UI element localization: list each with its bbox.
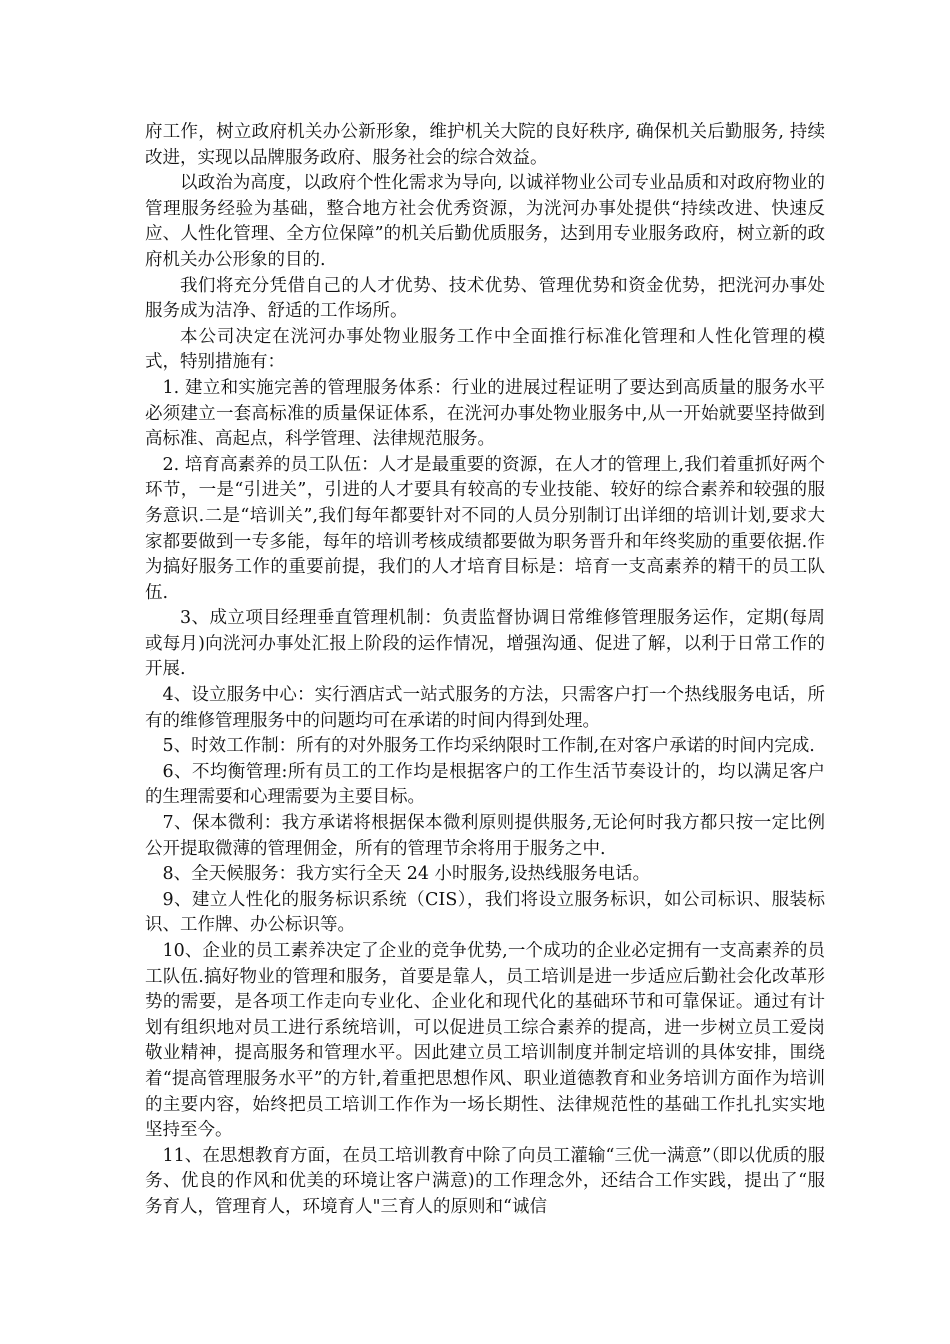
measure-item-11: 11、在思想教育方面，在员工培训教育中除了向员工灌输“三优一满意”（即以优质的服务、优良的作风和优美的环境让客户满意)的工作理念外，还结合工作实践，提出了“服务育人，管理育人，环境育人"三育人的原则和“诚信 <box>145 1145 825 1217</box>
measure-item-9: 9、建立人性化的服务标识系统（CIS），我们将设立服务标识，如公司标识、服装标识、工作牌、办公标识等。 <box>145 889 825 936</box>
measure-item-6: 6、不均衡管理:所有员工的工作均是根据客户的工作生活节奏设计的，均以满足客户的生理需要和心理需要为主要目标。 <box>145 761 825 808</box>
measure-item-8: 8、全天候服务：我方实行全天 24 小时服务,设热线服务电话。 <box>162 864 651 885</box>
measure-item-10: 10、企业的员工素养决定了企业的竞争优势,一个成功的企业必定拥有一支高素养的员工队伍.搞好物业的管理和服务，首要是靠人，员工培训是进一步适应后勤社会化改革形势的需要，是各项工作走向专业化、企业化和现代化的基础环节和可靠保证。通过有计划有组织地对员工进行系统培训，可以促进员工综合素养的提高，进一步树立员工爱岗敬业精神，提高服务和管理水平。因此建立员工培训制度并制定培训的具体安排，围绕着“提高管理服务水平”的方针,着重把思想作风、职业道德教育和业务培训方面作为培训的主要内容，始终把员工培训工作作为一场长期性、法律规范性的基础工作扎扎实实地坚持至今。 <box>145 941 825 1141</box>
measure-item-5: 5、时效工作制：所有的对外服务工作均采纳限时工作制,在对客户承诺的时间内完成. <box>162 736 815 757</box>
measure-item-3: 3、成立项目经理垂直管理机制：负责监督协调日常维修管理服务运作，定期(每周或每月)向洸河办事处汇报上阶段的运作情况，增强沟通、促进了解，以利于日常工作的开展. <box>145 608 825 680</box>
paragraph-politics-orientation: 以政治为高度，以政府个性化需求为导向, 以诚祥物业公司专业品质和对政府物业的管理服务经验为基础，整合地方社会优秀资源，为洸河办事处提供“持续改进、快速反应、人性化管理、全方位保障”的机关后勤优质服务，达到用专业服务政府，树立新的政府机关办公形象的目的. <box>145 173 825 270</box>
paragraph-intro-continuation: 府工作，树立政府机关办公新形象，维护机关大院的良好秩序, 确保机关后勤服务, 持续改进，实现以品牌服务政府、服务社会的综合效益。 <box>145 122 825 168</box>
measure-item-1: 1. 建立和实施完善的管理服务体系：行业的进展过程证明了要达到高质量的服务水平必须建立一套高标准的质量保证体系，在洸河办事处物业服务中,从一开始就要坚持做到高标准、高起点，科学管理、法律规范服务。 <box>145 377 825 450</box>
measure-item-2: 2. 培育高素养的员工队伍：人才是最重要的资源，在人才的管理上,我们着重抓好两个环节，一是“引进关”，引进的人才要具有较高的专业技能、较好的综合素养和较强的服务意识.二是“培训关”,我们每年都要针对不同的人员分别制订出详细的培训计划,要求大家都要做到一专多能，每年的培训考核成绩都要做为职务晋升和年终奖励的重要依据.作为搞好服务工作的重要前提，我们的人才培育目标是：培育一支高素养的精干的员工队伍. <box>145 454 825 603</box>
paragraph-measures-intro: 本公司决定在洸河办事处物业服务工作中全面推行标准化管理和人性化管理的模式，特别措施有： <box>145 326 825 373</box>
paragraph-advantages: 我们将充分凭借自己的人才优势、技术优势、管理优势和资金优势，把洸河办事处服务成为洁净、舒适的工作场所。 <box>145 275 825 322</box>
measure-item-7: 7、保本微利：我方承诺将根据保本微利原则提供服务,无论何时我方都只按一定比例公开提取微薄的管理佣金，所有的管理节余将用于服务之中. <box>145 813 825 859</box>
measure-item-4: 4、设立服务中心：实行酒店式一站式服务的方法，只需客户打一个热线服务电话，所有的维修管理服务中的问题均可在承诺的时间内得到处理。 <box>145 685 825 731</box>
document-body <box>145 120 825 1221</box>
